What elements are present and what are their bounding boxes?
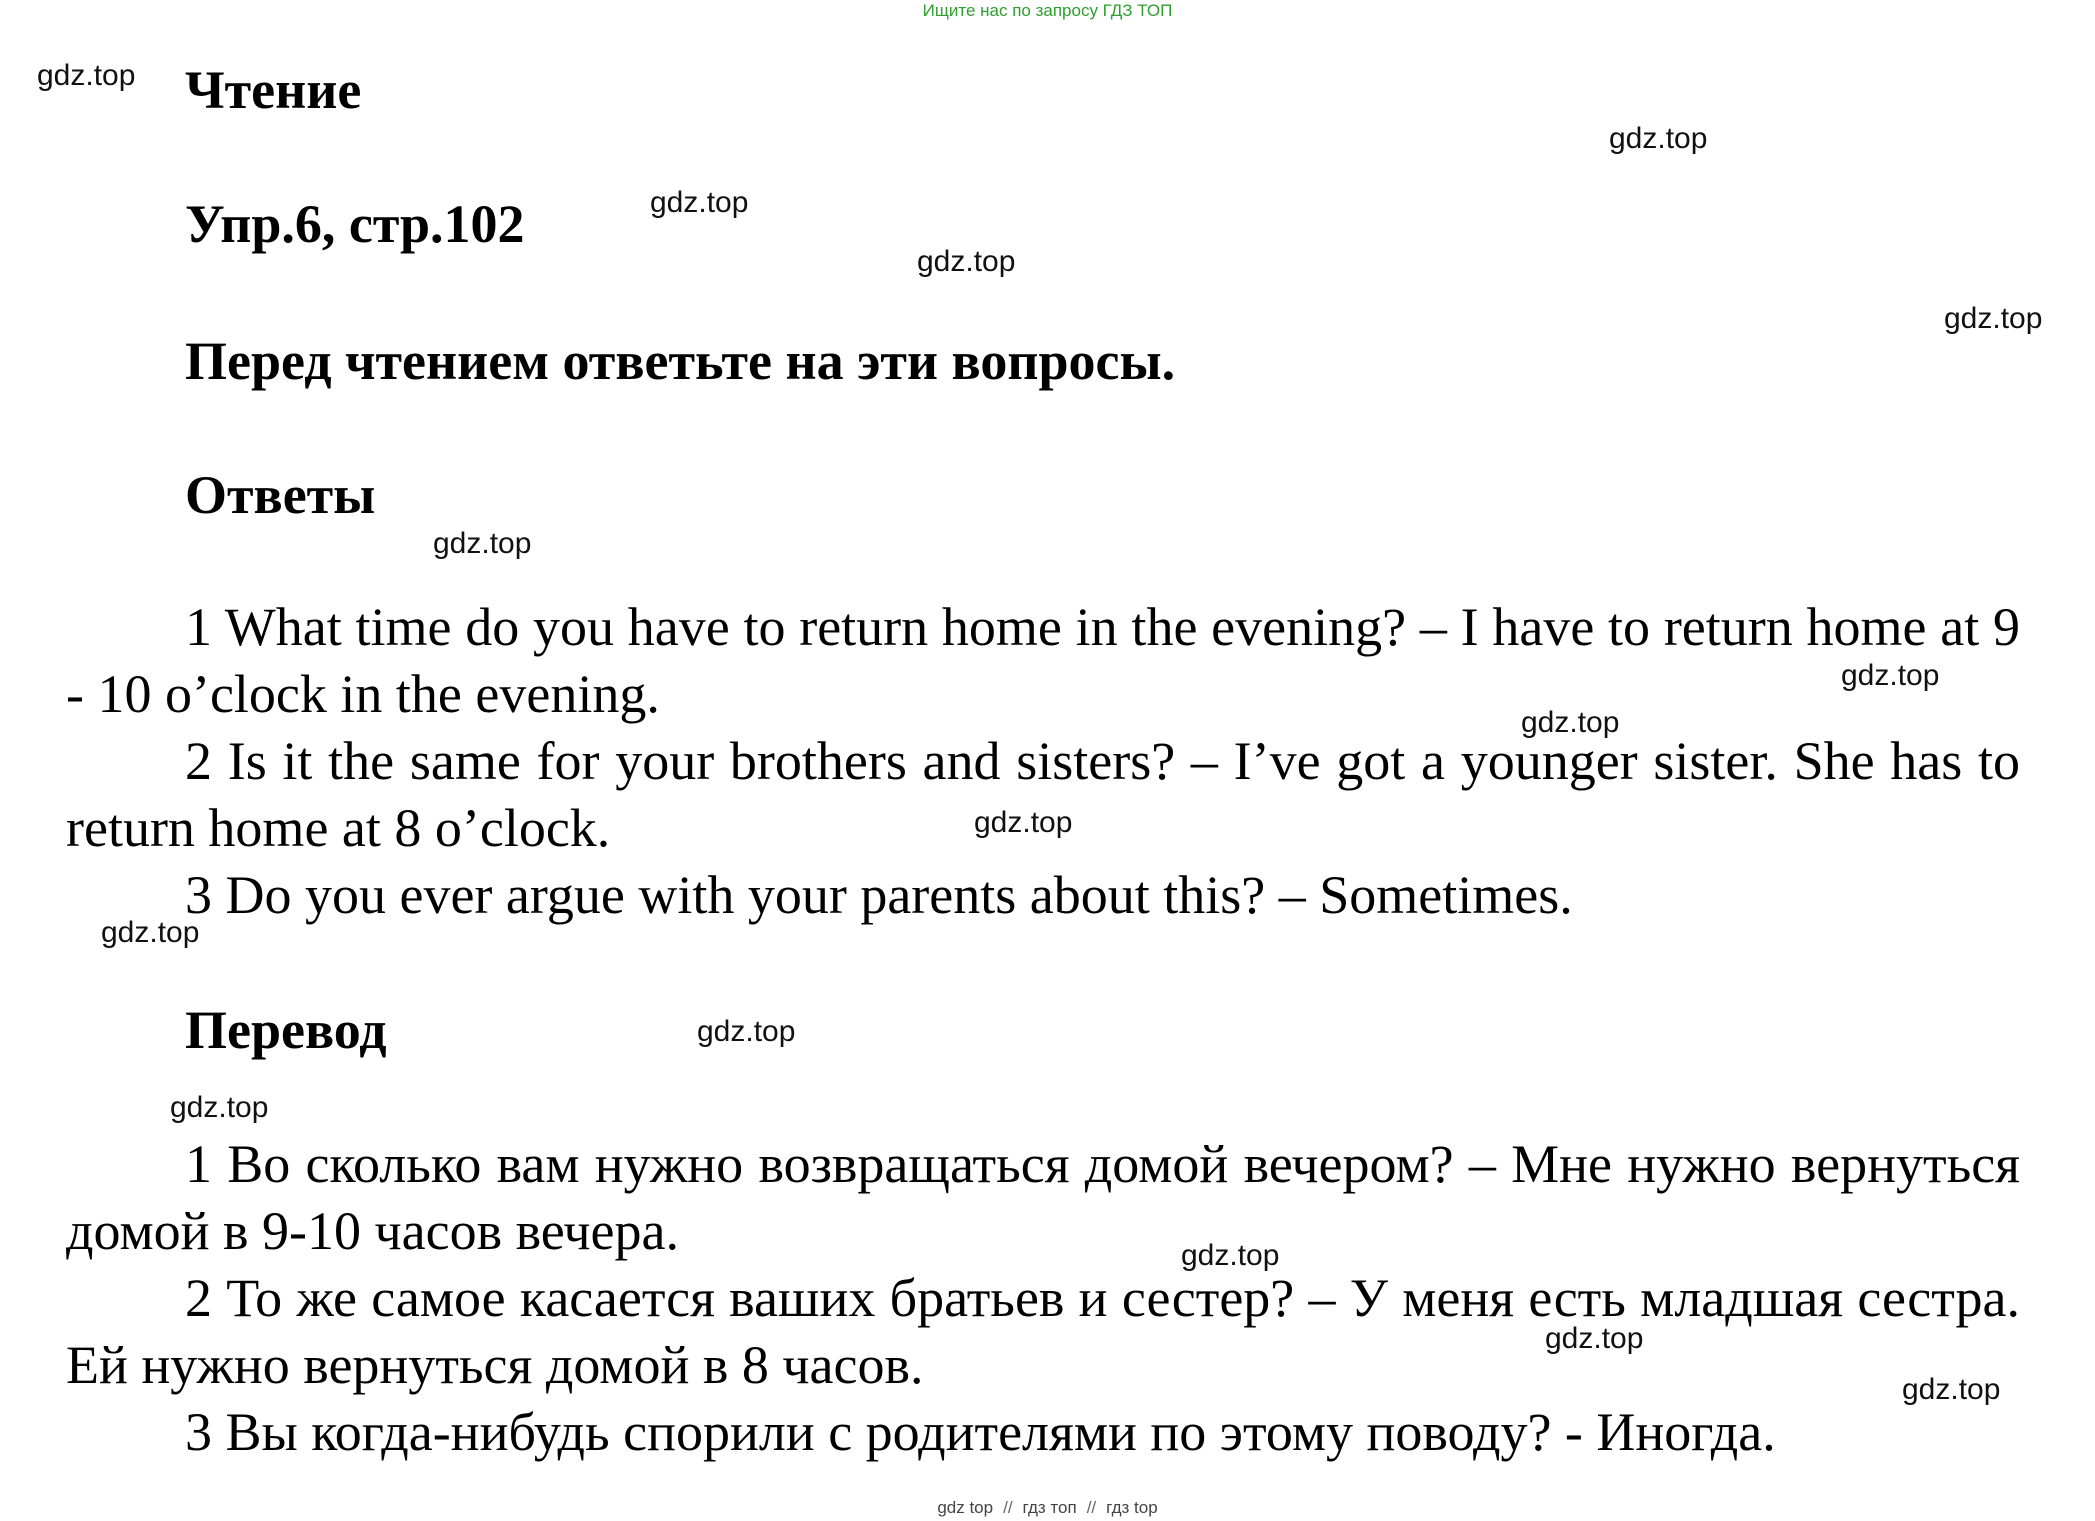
watermark: gdz.top [1181, 1239, 1280, 1272]
bottom-banner-part-2: гдз топ [1022, 1498, 1077, 1517]
answer-paragraph-2: 2 Is it the same for your brothers and sisters? – I’ve got a younger sister. She has to return home at 8 o’clock. [66, 731, 2020, 858]
watermark: gdz.top [1545, 1322, 1644, 1355]
watermark: gdz.top [917, 245, 1016, 278]
watermark: gdz.top [1944, 302, 2043, 335]
watermark: gdz.top [1841, 659, 1940, 692]
section-heading-answers: Ответы [185, 465, 376, 525]
top-banner: Ищите нас по запросу ГДЗ ТОП [922, 1, 1173, 20]
watermark: gdz.top [974, 806, 1073, 839]
instruction-text: Перед чтением ответьте на эти вопросы. [185, 331, 1176, 391]
bottom-banner-part-3: гдз top [1106, 1498, 1158, 1517]
watermark: gdz.top [697, 1015, 796, 1048]
translation-paragraph-1: 1 Во сколько вам нужно возвращаться домой вечером? – Мне нужно вернуться домой в 9-10 часов вечера. [66, 1134, 2020, 1261]
bottom-banner-part-1: gdz top [937, 1498, 994, 1517]
watermark: gdz.top [1902, 1373, 2001, 1406]
watermark: gdz.top [101, 916, 200, 949]
watermark: gdz.top [1609, 122, 1708, 155]
watermark: gdz.top [650, 186, 749, 219]
bottom-banner-separator: // [1003, 1498, 1013, 1517]
bottom-banner-separator: // [1086, 1498, 1097, 1517]
bottom-banner [0, 1497, 2095, 1519]
translation-paragraph-2: 2 То же самое касается ваших братьев и сестер? – У меня есть младшая сестра. Ей нужно вернуться домой в 8 часов. [66, 1268, 2020, 1395]
answer-paragraph-3: 3 Do you ever argue with your parents about this? – Sometimes. [185, 865, 1573, 925]
section-heading-translation: Перевод [185, 1000, 387, 1060]
section-heading-reading: Чтение [185, 60, 362, 120]
translation-paragraph-3: 3 Вы когда-нибудь спорили с родителями по этому поводу? - Иногда. [185, 1402, 1776, 1462]
watermark: gdz.top [433, 527, 532, 560]
watermark: gdz.top [1521, 706, 1620, 739]
watermark: gdz.top [170, 1091, 269, 1124]
answer-paragraph-1: 1 What time do you have to return home in the evening? – I have to return home at 9 - 10 o’clock in the evening. [66, 597, 2020, 724]
exercise-title: Упр.6, стр.102 [185, 194, 525, 254]
watermark: gdz.top [37, 59, 136, 92]
